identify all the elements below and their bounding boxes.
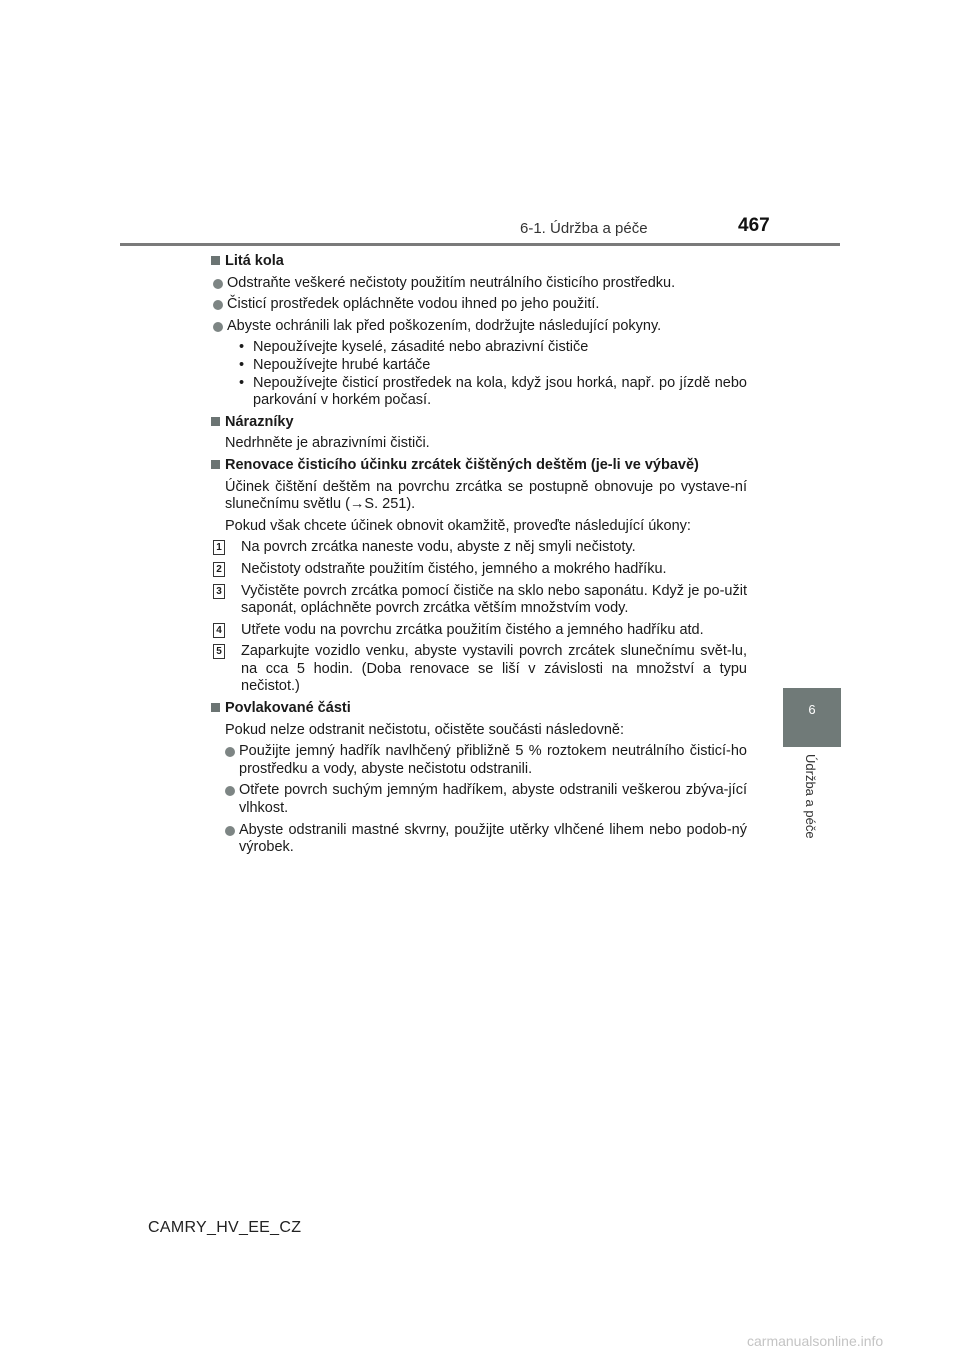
list-item: Abyste ochránili lak před poškozením, dodržujte následující pokyny.: [211, 318, 747, 336]
circle-bullet-icon: [225, 826, 235, 836]
sub-list-item: • Nepoužívejte kyselé, zásadité nebo abrazivní čističe: [239, 339, 589, 356]
square-bullet-icon: [211, 703, 220, 712]
step-item: 4 Utřete vodu na povrchu zrcátka použitím čistého a jemného hadříku atd.: [211, 622, 747, 640]
watermark: carmanualsonline.info: [747, 1333, 884, 1349]
sub-list: [211, 339, 747, 409]
page-number: 467: [738, 215, 770, 236]
circle-bullet-icon: [213, 322, 223, 332]
sub-list-item: • Nepoužívejte hrubé kartáče: [239, 356, 431, 373]
dot-bullet-icon: •: [239, 356, 245, 373]
step-item: 1 Na povrch zrcátka naneste vodu, abyste z něj smyli nečistoty.: [211, 539, 747, 557]
section-heading: Litá kola: [211, 253, 747, 271]
chapter-tab-label: Údržba a péče: [803, 754, 818, 839]
square-bullet-icon: [211, 460, 220, 469]
circle-bullet-icon: [225, 786, 235, 796]
header-section-title: 6-1. Údržba a péče: [520, 220, 648, 237]
paragraph: Pokud nelze odstranit nečistotu, očistěte součásti následovně:: [225, 721, 624, 738]
square-bullet-icon: [211, 417, 220, 426]
section-heading: Nárazníky: [211, 414, 747, 432]
circle-bullet-icon: [225, 747, 235, 757]
list-item: Otřete povrch suchým jemným hadříkem, abyste odstranili veškerou zbýva-jící vlhkost.: [211, 782, 747, 817]
square-bullet-icon: [211, 256, 220, 265]
step-number: 3: [213, 584, 225, 599]
sub-list-item: • Nepoužívejte čisticí prostředek na kola, když jsou horká, např. po jízdě nebo parkování v horkém počasí.: [239, 374, 747, 409]
step-number: 2: [213, 562, 225, 577]
step-item: 5 Zaparkujte vozidlo venku, abyste vystavili povrch zrcátek slunečnímu svět-lu, na cca 5 hodin. (Doba renovace se liší v závislosti na množství a typu nečistot.): [211, 643, 747, 696]
header-divider: [120, 243, 840, 246]
list-item: Čisticí prostředek opláchněte vodou ihned po jeho použití.: [211, 296, 747, 314]
chapter-tab-number: 6: [808, 702, 816, 717]
step-number: 4: [213, 623, 225, 638]
dot-bullet-icon: •: [239, 374, 245, 391]
circle-bullet-icon: [213, 279, 223, 289]
dot-bullet-icon: •: [239, 339, 245, 356]
paragraph: Pokud však chcete účinek obnovit okamžitě, proveďte následující úkony:: [225, 517, 691, 534]
section-heading: Renovace čisticího účinku zrcátek čištěných deštěm (je-li ve výbavě): [211, 457, 747, 475]
step-item: 3 Vyčistěte povrch zrcátka pomocí čističe na sklo nebo saponátu. Když je po-užit saponát, opláchněte povrch zrcátka větším množstvím vody.: [211, 583, 747, 618]
step-number: 1: [213, 540, 225, 555]
page-content: [211, 253, 747, 861]
step-number: 5: [213, 644, 225, 659]
paragraph: Nedrhněte je abrazivními čističi.: [225, 435, 430, 452]
circle-bullet-icon: [213, 300, 223, 310]
paragraph: Účinek čištění deštěm na povrchu zrcátka se postupně obnovuje po vystave-ní slunečnímu světlu (→S. 251).: [225, 478, 747, 513]
section-heading: Povlakované části: [211, 700, 747, 718]
step-item: 2 Nečistoty odstraňte použitím čistého, jemného a mokrého hadříku.: [211, 561, 747, 579]
list-item: Odstraňte veškeré nečistoty použitím neutrálního čisticího prostředku.: [211, 275, 747, 293]
chapter-tab: [783, 688, 841, 747]
list-item: Použijte jemný hadřík navlhčený přibližně 5 % roztokem neutrálního čisticí-ho prostředku a vody, abyste nečistotu odstranili.: [211, 743, 747, 778]
footer-model-code: CAMRY_HV_EE_CZ: [148, 1219, 302, 1236]
list-item: Abyste odstranili mastné skvrny, použijte utěrky vlhčené lihem nebo podob-ný výrobek.: [211, 822, 747, 857]
